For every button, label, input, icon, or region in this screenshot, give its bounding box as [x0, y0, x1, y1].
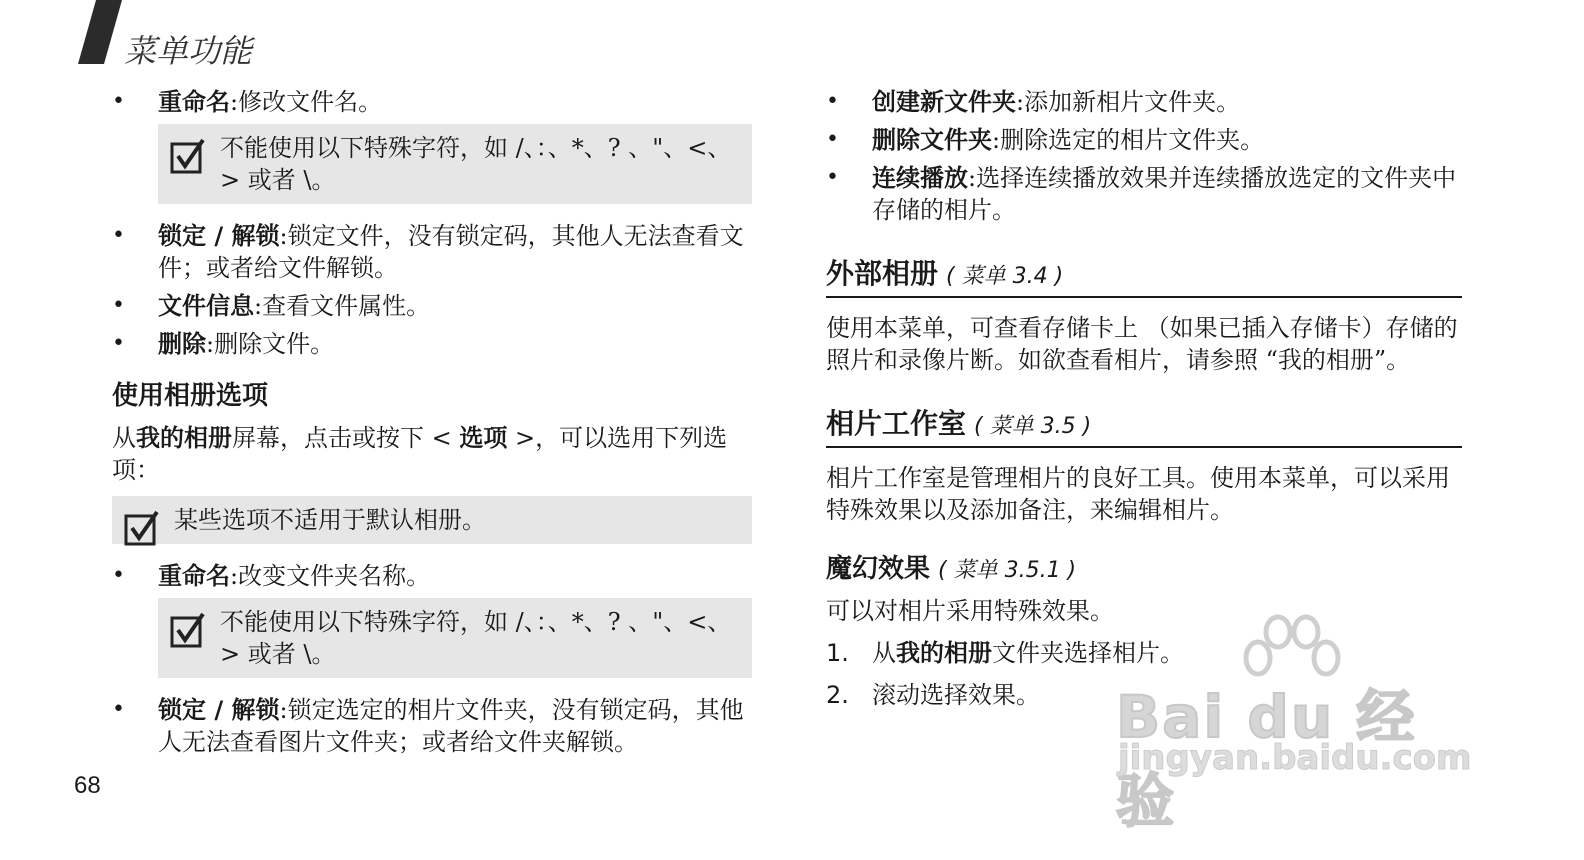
bullet-item: • 文件信息:查看文件属性。	[112, 292, 431, 320]
numbered-step: 2. 滚动选择效果。	[826, 681, 1040, 709]
section-heading: 使用相册选项	[112, 381, 269, 411]
right-column	[826, 86, 1462, 721]
section-heading: 相片工作室 ( 菜单 3.5 )	[826, 402, 1462, 448]
checkmark-note-icon	[124, 510, 160, 546]
bullet-item: • 删除:删除文件。	[112, 330, 335, 358]
bullet-item: • 删除文件夹:删除选定的相片文件夹。	[826, 126, 1265, 154]
intro-paragraph: 从我的相册屏幕，点击或按下 < 选项 >，可以选用下列选项：	[112, 424, 728, 484]
note-box: 不能使用以下特殊字符，如 /、：、*、? 、"、<、 > 或者 \。	[158, 598, 752, 678]
subsection-heading: 魔幻效果 ( 菜单 3.5.1 )	[826, 554, 1077, 584]
watermark-url: jingyan.baidu.com	[1118, 738, 1472, 778]
section-heading: 外部相册 ( 菜单 3.4 )	[826, 252, 1462, 298]
left-column	[112, 86, 752, 764]
bullet-item: • 连续播放:选择连续播放效果并连续播放选定的文件夹中存储的相片。	[826, 164, 1457, 224]
bullet-item: • 锁定 / 解锁:锁定选定的相片文件夹，没有锁定码，其他人无法查看图片文件夹；或者给文件夹解锁。	[112, 696, 744, 756]
watermark-logo-text: Bai du 经验	[1116, 683, 1417, 835]
note-box: 不能使用以下特殊字符，如 /、：、*、? 、"、<、 > 或者 \。	[158, 124, 752, 204]
header-title: 菜单功能	[124, 32, 253, 70]
bullet-item: • 锁定 / 解锁:锁定文件，没有锁定码，其他人无法查看文件；或者给文件解锁。	[112, 222, 744, 282]
section-body: 可以对相片采用特殊效果。	[826, 597, 1114, 625]
bullet-item: • 重命名:修改文件名。	[112, 88, 383, 116]
page-number: 68	[74, 772, 101, 799]
bullet-item: • 重命名:改变文件夹名称。	[112, 562, 431, 590]
section-body: 使用本菜单，可查看存储卡上 （如果已插入存储卡）存储的照片和录像片断。如欲查看相片，请参照 “我的相册”。	[826, 314, 1458, 374]
section-body: 相片工作室是管理相片的良好工具。使用本菜单，可以采用特殊效果以及添加备注，来编辑相片。	[826, 464, 1450, 524]
checkmark-note-icon	[170, 612, 206, 648]
numbered-step: 1. 从我的相册文件夹选择相片。	[826, 639, 1184, 667]
checkmark-note-icon	[170, 138, 206, 174]
header-bar	[78, 0, 122, 64]
note-box: 某些选项不适用于默认相册。	[112, 496, 752, 544]
bullet-item: • 创建新文件夹:添加新相片文件夹。	[826, 88, 1241, 116]
